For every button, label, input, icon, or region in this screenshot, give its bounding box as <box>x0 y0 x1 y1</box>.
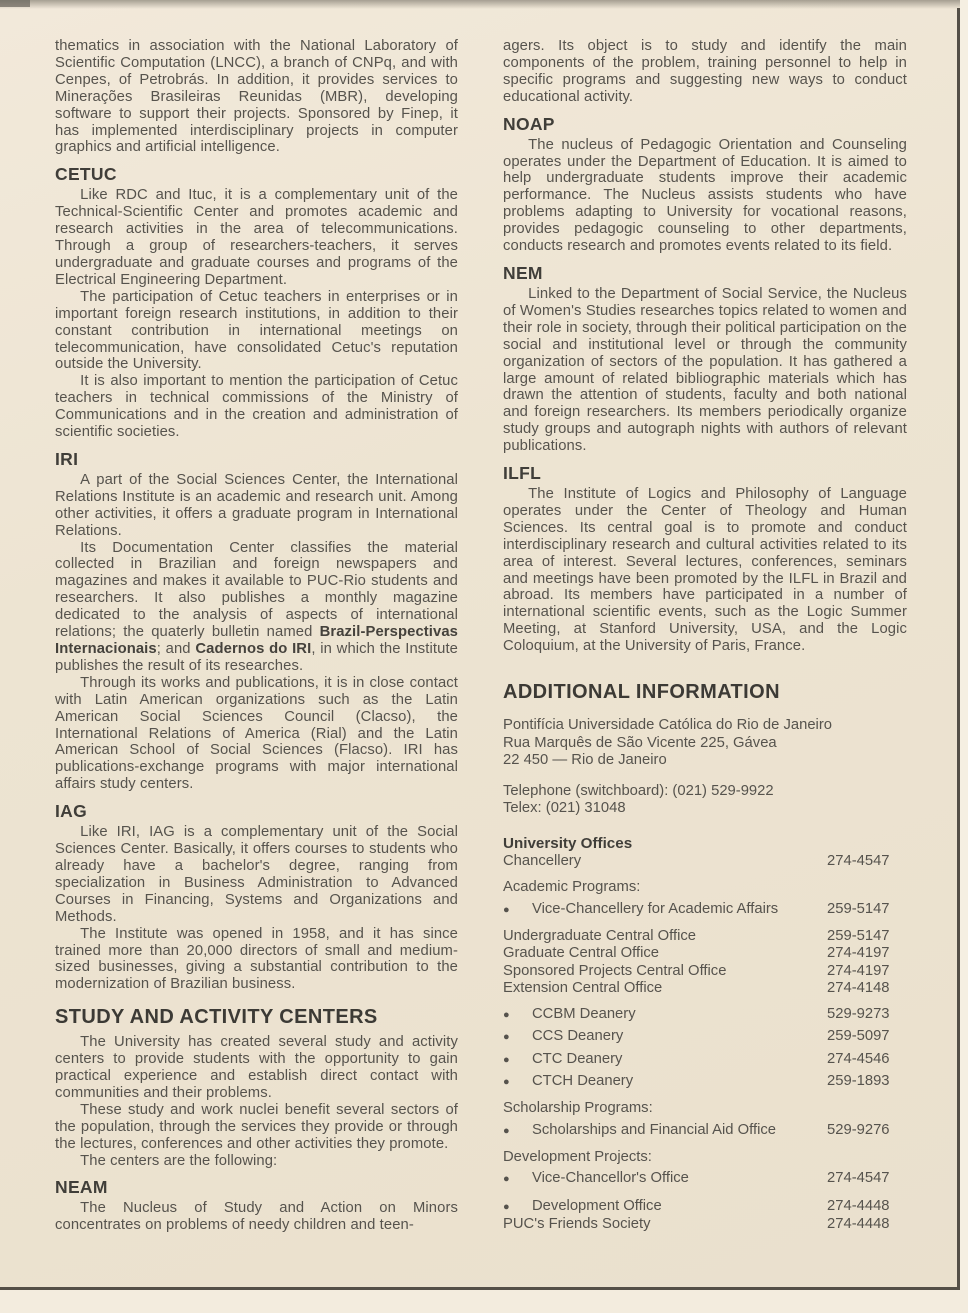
directory-row-label <box>503 1216 827 1233</box>
paragraph <box>55 926 458 994</box>
directory-row-label <box>503 1149 827 1166</box>
phone-number: 529-9273 <box>827 1006 890 1023</box>
office-name: CCBM Deanery <box>532 1006 636 1023</box>
directory-row-label <box>503 1073 827 1091</box>
scan-edge-top <box>0 0 968 9</box>
directory-row <box>503 1170 907 1188</box>
paragraph <box>55 373 458 441</box>
bullet-icon: ● <box>503 1076 510 1089</box>
paragraph <box>55 38 458 156</box>
directory-row-label <box>503 963 827 980</box>
address-line: 22 450 — Rio de Janeiro <box>503 752 667 769</box>
additional-information-section <box>503 681 907 1233</box>
section-ilfl <box>503 463 907 655</box>
text-run: These study and work nuclei benefit several sectors of the population, through the services they provide or through the lectures, conferences and other activities they promote. <box>55 1101 458 1152</box>
paragraph <box>503 286 907 455</box>
paragraph <box>55 472 458 540</box>
office-name: Vice-Chancellor's Office <box>532 1170 689 1187</box>
paragraph <box>55 540 458 675</box>
bold-text-run: Cadernos do IRI <box>195 641 312 657</box>
directory-group-row <box>503 879 907 896</box>
section-neam <box>55 1177 458 1234</box>
phone-number: 274-4448 <box>827 1197 890 1214</box>
office-name: Graduate Central Office <box>503 945 659 962</box>
directory-row <box>503 1073 907 1091</box>
scan-edge-right-line <box>957 8 960 1290</box>
office-name: Scholarship Programs: <box>503 1100 653 1117</box>
directory-row-label <box>503 1028 827 1046</box>
paragraph <box>503 137 907 255</box>
section-study-and-activity-centers <box>55 1006 458 1169</box>
office-name: CTC Deanery <box>532 1050 623 1067</box>
directory-row <box>503 901 907 919</box>
office-name: Vice-Chancellery for Academic Affairs <box>532 900 779 917</box>
text-run: The nucleus of Pedagogic Orientation and Counseling operates under the Department of Education. It is aimed to help undergraduate students improve their academic performance. The Nucleus assists students who have problems adapting to University for vocational reasons, provides pedagogic counseling to other departments, conducts research and promotes events related to its field. <box>503 136 907 255</box>
paragraph <box>55 1153 458 1170</box>
phone-number: 274-4197 <box>827 962 890 979</box>
text-run: The Institute of Logics and Philosophy of Language operates under the Center of Theology and Human Sciences. Its central goal is to promote and conduct interdisciplinary research and cultural activities related to its area of interest. Several lectures, conferences, seminars and meetings have been promoted by the ILFL in Brazil and abroad. Its members have participated in a number of international scientific events, such as the Logic Summer Meeting, at Stanford University, USA, and the Logic Coloquium, at the University of Paris, France. <box>503 486 907 655</box>
directory-row-label <box>503 1122 827 1140</box>
section-noap <box>503 114 907 255</box>
text-run: The University has created several study and activity centers to provide students with the opportunity to gain practical experience and establish direct contact with communities and their problems. <box>55 1034 458 1101</box>
contact-line: Telephone (switchboard): (021) 529-9922 <box>503 782 774 799</box>
section-left-continued-text <box>55 38 458 156</box>
scan-corner-top-left <box>0 0 30 7</box>
text-run: Like RDC and Ituc, it is a complementary unit of the Technical-Scientific Center and promotes academic and research activities in the area of telecommunications. Through a group of researchers-teachers, it serves undergraduate and graduate courses and programs of the Electrical Engineering Department. <box>55 187 458 288</box>
directory-row-label <box>503 980 827 997</box>
office-name: Development Projects: <box>503 1148 652 1165</box>
office-name: Extension Central Office <box>503 979 663 996</box>
phone-directory <box>503 853 907 1233</box>
scan-edge-bottom-line <box>0 1287 960 1290</box>
phone-number: 274-4546 <box>827 1050 890 1067</box>
text-run: Its Documentation Center classifies the material collected in Brazilian and foreign newspapers and magazines and makes it available to PUC-Rio students and researchers. It also publishes a monthly magazine dedicated to the analysis of aspects of international relations; the quaterly bulletin named <box>55 539 458 641</box>
bullet-icon: ● <box>503 1009 510 1022</box>
paragraph <box>503 486 907 655</box>
section-iri <box>55 449 458 793</box>
phone-number: 259-5147 <box>827 900 890 917</box>
bullet-icon: ● <box>503 1173 510 1186</box>
text-run: Through its works and publications, it is in close contact with Latin American organizations such as the Latin American Social Sciences Council (Clacso), the International Relations of America (Rial) and the Latin American School of Social Sciences (Flacso). IRI has publications-exchange programs with major international affairs study centers. <box>55 674 458 793</box>
paragraph <box>503 38 907 106</box>
bullet-icon: ● <box>503 1031 510 1044</box>
text-run: , in which the Institute publishes the result of its researches. <box>55 641 458 674</box>
directory-row-label <box>503 853 827 870</box>
section-heading-study-and-activity-centers: STUDY AND ACTIVITY CENTERS <box>55 1006 378 1029</box>
bullet-icon: ● <box>503 1124 510 1137</box>
section-right-continued-text <box>503 38 907 106</box>
office-name: Scholarships and Financial Aid Office <box>532 1121 777 1138</box>
text-run: agers. Its object is to study and identify the main components of the problem, training personnel to help in specific programs and suggesting new ways to conduct educational activity. <box>503 38 907 105</box>
directory-row-label <box>503 1170 827 1188</box>
office-name: Sponsored Projects Central Office <box>503 962 727 979</box>
paragraph <box>55 1200 458 1234</box>
directory-group-row <box>503 1100 907 1117</box>
paragraph <box>55 824 458 925</box>
text-run: ; and <box>156 641 196 657</box>
directory-row <box>503 1122 907 1140</box>
office-name: Development Office <box>532 1197 662 1214</box>
directory-row <box>503 1198 907 1216</box>
text-run: The centers are the following: <box>80 1152 278 1169</box>
paragraph <box>55 675 458 793</box>
section-heading-nem: NEM <box>503 262 543 283</box>
text-run: The participation of Cetuc teachers in enterprises or in important foreign research institutions, in addition to their constant contribution in international meetings on telecommunication, have consolidated Cetuc's reputation outside the University. <box>55 288 458 373</box>
office-name: Undergraduate Central Office <box>503 927 697 944</box>
directory-row-label <box>503 1198 827 1216</box>
text-run: Linked to the Department of Social Service, the Nucleus of Women's Studies researches topics related to women and their role in society, through their political participation on the social and institutional level or through the community organization of sectors of the population. It has gathered a large amount of related bibliographic materials which has drawn the attention of students, faculty and both national and foreign researchers. Its members periodically organize study groups and autograph nights with authors of relevant publications. <box>503 285 907 455</box>
text-run: Like IRI, IAG is a complementary unit of the Social Sciences Center. Basically, it offers courses to students who already have a bachelor's degree, ranging from specialization in Business Administration to Advanced Courses in Financing, Systems and Organizations and Methods. <box>55 824 458 925</box>
section-iag <box>55 801 458 993</box>
phone-number: 529-9276 <box>827 1121 890 1138</box>
address-line: Rua Marquês de São Vicente 225, Gávea <box>503 734 777 751</box>
text-run: thematics in association with the National Laboratory of Scientific Computation (LNCC), a branch of CNPq, and with Cenpes, of Petrobrás. In addition, it provides services to Minerações Brasileiras Reunidas (MBR), developing software to support their projects. Sponsored by Finep, it has implemented interdisciplinary projects in computer graphics and artificial intelligence. <box>55 38 458 156</box>
paragraph <box>55 1102 458 1153</box>
scan-edge-right-band <box>960 0 968 1313</box>
address-line: Pontifícia Universidade Católica do Rio de Janeiro <box>503 717 832 734</box>
phone-number: 274-4448 <box>827 1215 890 1232</box>
address-block <box>503 717 907 770</box>
phone-number: 274-4197 <box>827 945 890 962</box>
phone-number <box>827 1100 907 1117</box>
directory-group-row <box>503 1149 907 1166</box>
directory-row-label <box>503 901 827 919</box>
paragraph <box>55 1034 458 1102</box>
text-run: The Nucleus of Study and Action on Minors concentrates on problems of needy children and teen- <box>55 1200 458 1234</box>
bullet-icon: ● <box>503 903 510 916</box>
directory-row-label <box>503 945 827 962</box>
directory-row-label <box>503 1100 827 1117</box>
phone-number: 274-4547 <box>827 853 890 870</box>
section-nem <box>503 263 907 455</box>
directory-row-label <box>503 1006 827 1024</box>
section-heading-iag: IAG <box>55 801 88 822</box>
directory-row <box>503 945 907 962</box>
text-run: A part of the Social Sciences Center, the International Relations Institute is an academic and research unit. Among other activities, it offers a graduate program in International Relations. <box>55 471 458 539</box>
contact-block <box>503 783 907 818</box>
section-heading-noap: NOAP <box>503 113 555 134</box>
office-name: Chancellery <box>503 853 582 870</box>
directory-row <box>503 1028 907 1046</box>
bullet-icon: ● <box>503 1200 510 1213</box>
directory-row-label <box>503 1051 827 1069</box>
section-cetuc <box>55 164 458 441</box>
additional-information-heading: ADDITIONAL INFORMATION <box>503 681 780 704</box>
office-name: CTCH Deanery <box>532 1073 634 1090</box>
phone-number <box>827 1149 907 1166</box>
directory-row <box>503 963 907 980</box>
text-run: It is also important to mention the participation of Cetuc teachers in technical commissions of the Ministry of Communications and in the creation and administration of scientific societies. <box>55 373 458 441</box>
directory-row <box>503 980 907 997</box>
phone-number: 259-5097 <box>827 1028 890 1045</box>
scan-edge-bottom-band <box>0 1290 968 1313</box>
directory-row <box>503 1051 907 1069</box>
directory-row <box>503 928 907 945</box>
phone-number: 274-4148 <box>827 979 890 996</box>
office-name: PUC's Friends Society <box>503 1215 651 1232</box>
directory-row <box>503 1006 907 1024</box>
paragraph <box>55 187 458 288</box>
section-heading-ilfl: ILFL <box>503 463 542 484</box>
bullet-icon: ● <box>503 1053 510 1066</box>
office-name: Academic Programs: <box>503 879 641 896</box>
university-offices-heading: University Offices <box>503 835 633 853</box>
office-name: CCS Deanery <box>532 1028 624 1045</box>
right-column-sections <box>503 38 907 655</box>
directory-row <box>503 853 907 870</box>
paragraph <box>55 289 458 374</box>
phone-number <box>827 879 907 896</box>
university-offices <box>503 835 907 1233</box>
right-column <box>503 38 907 1233</box>
section-heading-iri: IRI <box>55 448 79 469</box>
directory-row-label <box>503 879 827 896</box>
section-heading-cetuc: CETUC <box>55 164 117 185</box>
phone-number: 259-1893 <box>827 1073 890 1090</box>
contact-line: Telex: (021) 31048 <box>503 800 626 817</box>
directory-row <box>503 1216 907 1233</box>
phone-number: 259-5147 <box>827 927 890 944</box>
section-heading-neam: NEAM <box>55 1177 108 1198</box>
text-run: The Institute was opened in 1958, and it has since trained more than 20,000 directors of small and medium-sized businesses, giving a substantial contribution to the modernization of Brazilian business. <box>55 925 458 993</box>
bold-text-run: Brazil-Perspectivas Internacionais <box>55 624 458 657</box>
left-column <box>55 38 458 1234</box>
phone-number: 274-4547 <box>827 1170 890 1187</box>
directory-row-label <box>503 928 827 945</box>
